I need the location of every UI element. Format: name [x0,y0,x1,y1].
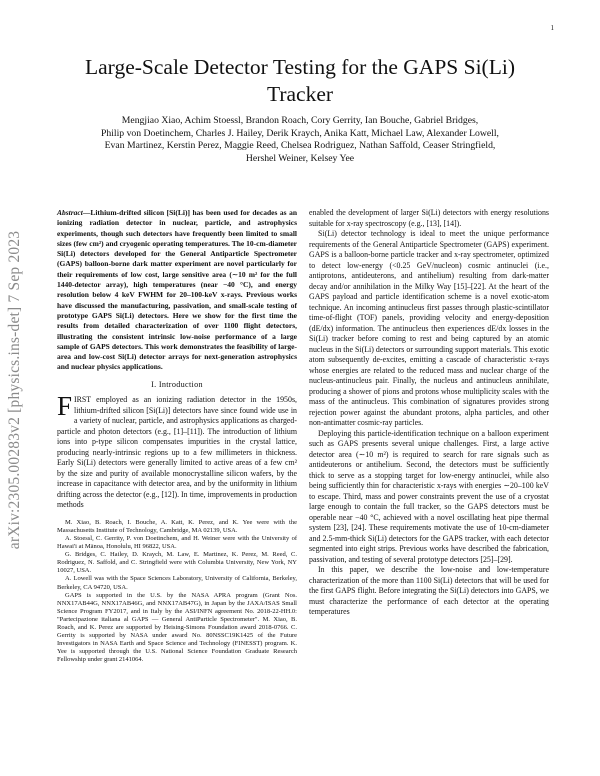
author-line: Hershel Weiner, Kelsey Yee [245,152,355,164]
footnote: M. Xiao, B. Roach, I. Bouche, A. Katt, K. Perez, and K. Yee were with the Massachusetts Institute of Technology, Cambridge, MA 02139, USA. [57,518,297,534]
footnote: A. Lowell was with the Space Sciences Laboratory, University of California, Berkeley, Berkeley, CA 94720, USA. [57,575,297,591]
title-line: Large-Scale Detector Testing for the GAPS Si(Li) [85,55,515,79]
author-line: Philip von Doetinchem, Charles J. Hailey, Derik Kraych, Anika Katt, Michael Law, Alexander Lowell, [101,127,499,139]
intro-paragraph [57,391,297,511]
abstract-text: —Lithium-drifted silicon [Si(Li)] has been used for decades as an ionizing radiation detector in nuclear, particle, and astrophysics experiments, though such detectors have frequently been limited to small sizes (few cm²) and cryogenic operating temperatures. The 10-cm-diameter Si(Li) detectors developed for the General Antiparticle Spectrometer (GAPS) balloon-borne dark matter experiment are novel particularly for their requirements of low cost, large sensitive area (∼10 m² for the full 1440-detector array), high temperatures (near −40 °C), and energy resolution below 4 keV FWHM for 20–100-keV x-rays. Previous works have discussed the manufacturing, passivation, and small-scale testing of prototype GAPS Si(Li) detectors. Here we show for the first time the results from detailed characterization of over 1100 flight detectors, illustrating the consistent intrinsic low-noise performance of a large sample of GAPS detectors. This work demonstrates the feasibility of large-area and low-cost Si(Li) detector arrays for next-generation astrophysics and nuclear physics applications. [57,208,297,372]
author-line: Evan Martinez, Kerstin Perez, Maggie Reed, Chelsea Rodriguez, Nathan Saffold, Ceaser Stringfield, [104,140,496,152]
abstract [57,208,297,373]
abstract-label: Abstract [57,208,83,217]
intro-text: employed as an ionizing radiation detector in the 1950s, lithium-drifted silicon [Si(Li)] detectors have since found wide use in a variety of nuclear, particle, and astrophysics applications as charged-particle and photon detectors (e.g., [1]–[11]). The introduction of lithium ions into p-type silicon compensates impurities in the crystal lattice, producing nearly-intrinsic regions up to a few millimeters in thickness. Early Si(Li) detectors were generally limited to active areas of a few cm² by the size and purity of available monocrystalline silicon wafers, by the increase in capacitance with detector area, and by the uniformity in lithium drifting across the detector (e.g., [12]). In time, improvements in production methods [57,395,297,510]
body-paragraph: In this paper, we describe the low-noise and low-temperature characterization of the more than 1100 Si(Li) detectors that will be used for the first GAPS flight. Before integrating the Si(Li) detectors into GAPS, we must characterize the performance of each detector at the operating temperatures [309,565,549,616]
body-paragraph: Si(Li) detector technology is ideal to meet the unique performance requirements of the General Antiparticle Spectrometer (GAPS) experiment. GAPS is a balloon-borne particle tracker and x-ray spectrometer, optimized to detect low-energy (<0.25 GeV/nucleon) cosmic antinuclei (i.e., antiprotons, antideuterons, and antihelium) resulting from dark-matter decay and/or annihilation in the Milky Way [15]–[22]. At the heart of the GAPS payload and particle identification scheme is a novel exotic-atom technique. An incoming antinucleus first passes through plastic-scintillator time-of-flight (TOF) panels, providing velocity and energy-deposition (dE/dx) information. The antinucleus then experiences dE/dx losses in the Si(Li) tracker before coming to rest and being captured by an atomic nucleus in the Si(Li) detectors or surrounding support materials. This exotic atom subsequently de-excites, emitting a cascade of characteristic x-rays whose energies are related to the reduced mass and nuclear charge of the nucleus-antinucleus pair. Finally, the nucleus and antinucleus annihilate, producing a shower of pions and protons whose multiplicity scales with the mass of the antinucleus. This combination of signatures provides strong rejection power against the abundant protons, alpha particles, and other non-antimatter cosmic-ray particles. [309,229,549,427]
footnotes [57,519,297,665]
author-list [40,115,560,165]
section-heading: I. Introduction [151,379,203,389]
page-number: 1 [550,24,554,32]
footnote: A. Stoessl, C. Gerrity, P. von Doetinchem, and H. Weiner were with the University of Hawai'i at Mānoa, Honolulu, HI 96822, USA. [57,534,297,551]
right-column [309,208,549,618]
footnote: GAPS is supported in the U.S. by the NASA APRA program (Grant Nos. NNX17AB44G, NNX17AB46G, and NNX17AB47G), in Japan by the JAXA/ISAS Small Science Program FY2017, and in Italy by the ASI/INFN agreement No. 2018-22-HH.0: "Partecipazione italiana al GAPS — General AntiParticle Spectrometer". M. Xiao, B. Roach, and K. Perez are supported by Heising-Simons Foundation award 2018-0766. C. Gerrity is supported by NASA under award No. 80NSSC19K1425 of the Future Investigators in NASA Earth and Space Science and Technology (FINESST) program. K. Yee is supported through the U.S. National Science Foundation Graduate Research Fellowship under grant 2141064. [57,591,297,664]
body-paragraph: Deploying this particle-identification technique on a balloon experiment such as GAPS presents several unique challenges. First, a large active detector area (∼10 m²) is required to search for rare signals such as antideuterons or antihelium. Second, the detectors must be sufficiently thick to serve as a stopping target for low-energy antinuclei, while also being sufficiently thin for characteristic x-rays with energies ∼20–100 keV to escape. Third, mass and power constraints prevent the use of a cryostat large enough to contain the full tracker, so the GAPS detectors must be operable near −40 °C, achieved with a novel oscillating heat pipe thermal system [23], [24]. These requirements motivate the use of 10-cm-diameter and 2.5-mm-thick Si(Li) detectors for the GAPS tracker, with each detector segmented into eight strips. Previous works have described the fabrication, passivation, and testing of several prototype detectors [25]–[29]. [309,428,549,564]
arxiv-stamp [4,190,26,590]
title-line: Tracker [266,82,334,106]
author-line: Mengjiao Xiao, Achim Stoessl, Brandon Roach, Cory Gerrity, Ian Bouche, Gabriel Bridges, [121,115,479,126]
arxiv-identifier: arXiv:2305.00283v2 [physics.ins-det] 7 Sep 2023 [6,230,23,550]
footnote: G. Bridges, C. Hailey, D. Kraych, M. Law, E. Martinez, K. Perez, M. Reed, C. Rodriguez, N. Saffold, and C. Stringfield were with Columbia University, New York, NY 10027, USA. [57,551,297,575]
intro-smallcaps: IRST [74,395,92,405]
body-paragraph: enabled the development of larger Si(Li) detectors with energy resolutions suitable for x-ray spectroscopy (e.g., [13], [14]). [309,208,549,228]
paper-title [40,54,560,108]
left-column [57,208,297,664]
drop-cap: F [57,391,73,422]
